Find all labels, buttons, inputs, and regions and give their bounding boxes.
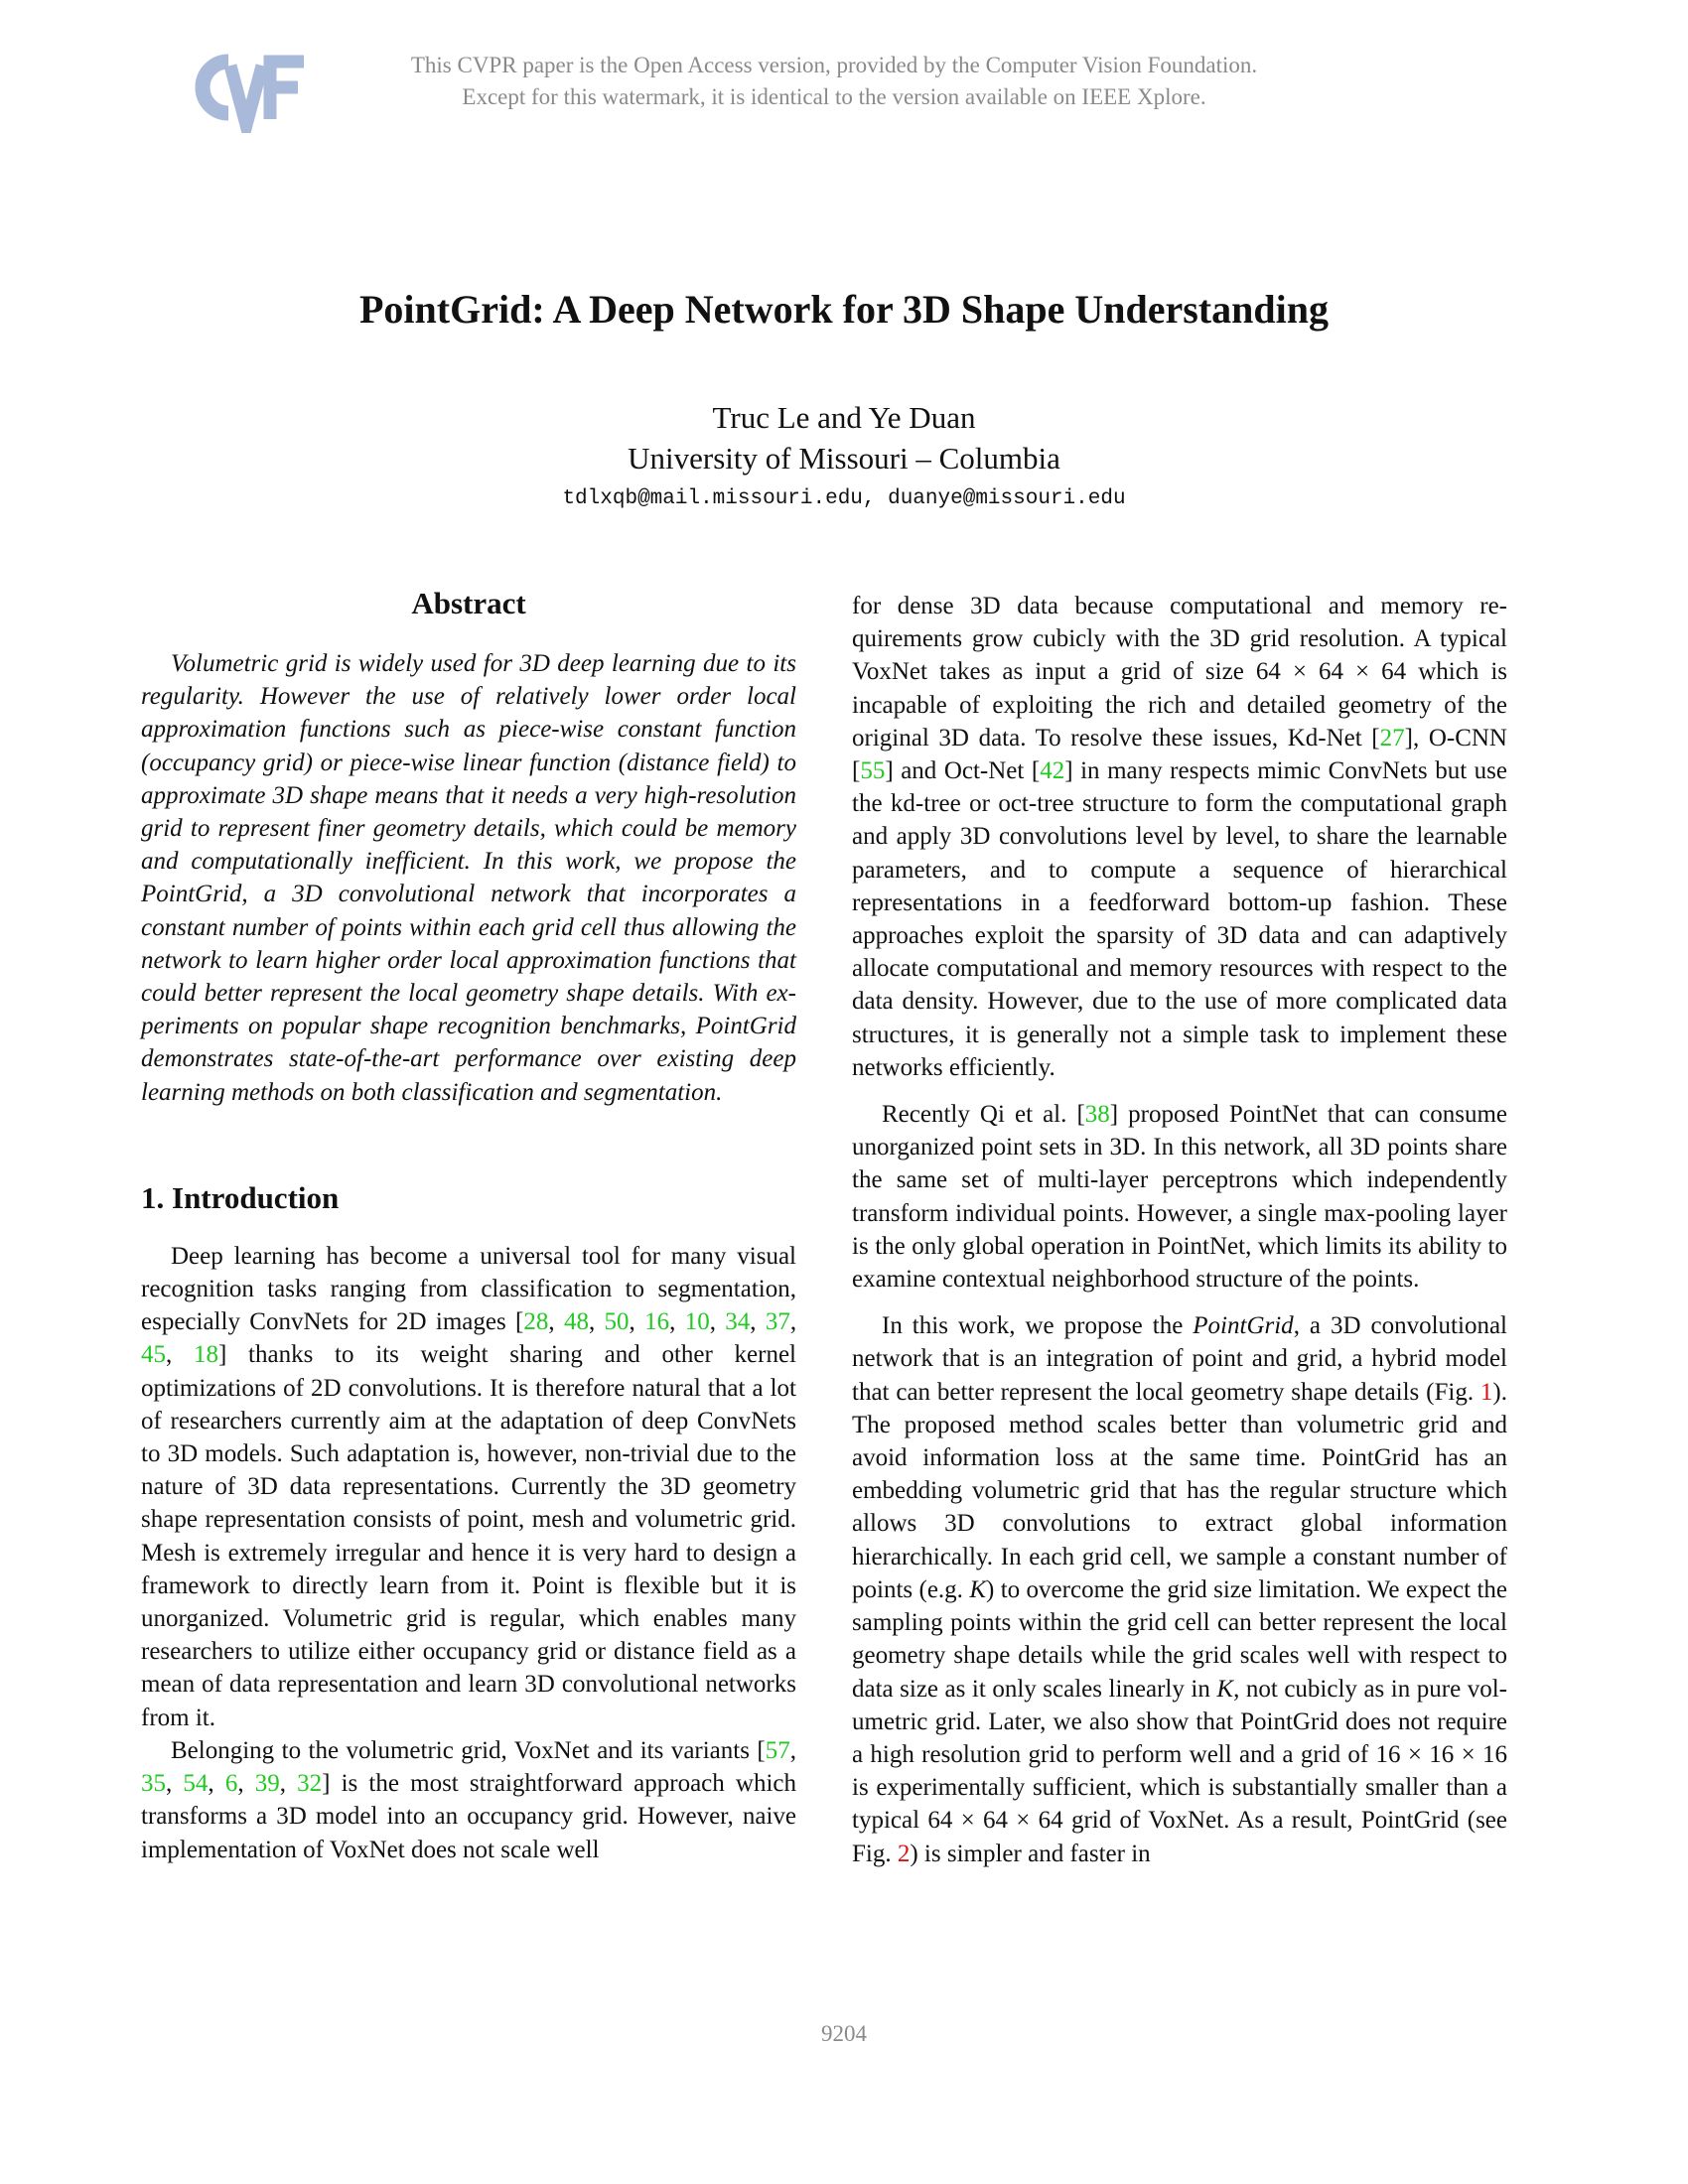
text-run: , a 3D convolutional network that is an integration of point and grid, a hybrid model that can better represent the local geometry shape details (Fig. <box>852 1312 1507 1406</box>
citation-link[interactable]: 18 <box>193 1341 218 1369</box>
text-run: ) is simpler and faster in <box>910 1840 1151 1867</box>
text-run: , <box>166 1341 194 1369</box>
text-run: , <box>588 1308 605 1336</box>
text-run: ] is the most straightforward approach which transforms a 3D model into an occupancy grid. However, naive implementation of VoxNet does not scale well <box>141 1770 797 1863</box>
citation-link[interactable]: 42 <box>1040 757 1065 785</box>
text-run: ] and Oct-Net [ <box>885 757 1041 785</box>
citation-link[interactable]: 50 <box>604 1308 630 1336</box>
citation-link[interactable]: 28 <box>523 1308 549 1336</box>
citation-link[interactable]: 10 <box>684 1308 710 1336</box>
figure-reference-link[interactable]: 2 <box>897 1840 911 1867</box>
text-run: Recently Qi et al. [ <box>882 1101 1085 1129</box>
author-affiliation: University of Missouri – Columbia <box>628 441 1060 476</box>
text-run: In this work, we propose the <box>882 1312 1194 1340</box>
text-run: , <box>166 1770 184 1798</box>
watermark-text <box>338 50 1331 113</box>
text-run: ] thanks to its weight sharing and other kernel optimizations of 2D convolutions. It is therefore natural that a lot of researchers currently aim at the adaptation of deep ConvNets to 3D models. Such adaptation is, however, non-trivial due to the nature of 3D data representations. Currently the 3D geometry shape representation consists of point, mesh and volumetric grid. Mesh is extremely irregular and hence it is very hard to design a framework to directly learn from it. Point is flexible but it is unorganized. Volumetric grid is regular, which enables many researchers to utilize either occupancy grid or distance field as a mean of data representation and learn 3D convolutional networks from it. <box>141 1341 797 1731</box>
text-run: Belonging to the volumetric grid, VoxNet and its variants [ <box>171 1736 766 1764</box>
citation-link[interactable]: 37 <box>765 1308 790 1336</box>
text-run: , <box>279 1770 298 1798</box>
citation-link[interactable]: 34 <box>725 1308 751 1336</box>
text-run: , <box>789 1308 797 1336</box>
citation-link[interactable]: 57 <box>765 1736 790 1764</box>
citation-link[interactable]: 54 <box>183 1770 209 1798</box>
author-emails: tdlxqb@mail.missouri.edu, duanye@missouri.edu <box>562 487 1126 510</box>
paper-title: PointGrid: A Deep Network for 3D Shape Understanding <box>359 287 1329 332</box>
citation-link[interactable]: 32 <box>297 1770 323 1798</box>
text-run: Deep learning has become a universal tool for many visual recognition tasks ranging from classification to segmentation, especially ConvNets for 2D images [ <box>141 1242 796 1336</box>
abstract-heading: Abstract <box>411 586 526 620</box>
math-variable: K <box>969 1575 987 1603</box>
abstract-text: Volumetric grid is widely used for 3D deep learning due to its regularity. However the use of relatively lower order local approximation functions such as piece-wise constant function (occupancy grid) or piece-wise linear function (distance field) to approximate 3D shape means that it needs a very high-resolution grid to represent finer geometry details, which could be memory and computationally inefficient. In this work, we propose the PointGrid, a 3D convolutional network that incorporates a constant number of points within each grid cell thus allowing the network to learn higher order local approximation functions that could better represent the local geometry shape details. With experiments on popular shape recognition benchmarks, PointGrid demonstrates state-of-the-art performance over existing deep learning methods on both classification and segmentation. <box>141 650 796 1106</box>
cvf-watermark <box>0 44 1688 133</box>
text-run: ], O-CNN [ <box>852 724 1507 785</box>
figure-reference-link[interactable]: 1 <box>1479 1378 1493 1406</box>
math-variable: K <box>1216 1675 1234 1703</box>
cvf-logo-icon <box>185 48 308 133</box>
text-run: , <box>237 1770 255 1798</box>
text-run: ] proposed PointNet that can consume unorganized point sets in 3D. In this network, all 3D points share the same set of multi-layer perceptrons which independently transform individual points. However, a single max-pooling layer is the only global operation in PointNet, which limits its ability to examine contextual neighborhood structure of the points. <box>852 1101 1507 1294</box>
text-run: , <box>548 1308 564 1336</box>
citation-link[interactable]: 27 <box>1379 724 1405 751</box>
author-names: Truc Le and Ye Duan <box>712 400 976 435</box>
watermark-line-2: Except for this watermark, it is identical to the version available on IEEE Xplore. <box>462 84 1206 109</box>
text-run: , <box>208 1770 225 1798</box>
right-column <box>852 590 1507 1870</box>
section-heading-introduction: 1. Introduction <box>141 1179 340 1215</box>
right-paragraph-3 <box>852 1309 1507 1869</box>
text-run: ) to overcome the grid size limitation. We expect the sampling points within the grid cell can better represent the local geometry shape details while the grid scales well with respect to data size as it only scales linearly in <box>852 1575 1507 1703</box>
text-run: ). The proposed method scales better than volumetric grid and avoid information loss at the same time. PointGrid has an embedding volumetric grid that has the regular structure which allows 3D convolutions to extract global information hierarchically. In each grid cell, we sample a constant number of points (e.g. <box>852 1378 1507 1603</box>
text-run: , <box>789 1736 796 1764</box>
citation-link[interactable]: 48 <box>563 1308 589 1336</box>
text-run: , <box>669 1308 685 1336</box>
text-run: , <box>629 1308 645 1336</box>
text-run: , not cubicly as in pure volumetric grid. Later, we also show that PointGrid does not require a high resolution grid to perform well and a grid of 16 × 16 × 16 is experimentally sufficient, which is substantially smaller than a typical 64 × 64 × 64 grid of VoxNet. As a result, PointGrid (see Fig. <box>852 1675 1507 1867</box>
citation-link[interactable]: 45 <box>141 1341 166 1369</box>
watermark-line-1: This CVPR paper is the Open Access version, provided by the Computer Vision Foundation. <box>410 53 1258 77</box>
text-run: , <box>709 1308 726 1336</box>
citation-link[interactable]: 35 <box>141 1770 166 1798</box>
intro-paragraph-1 <box>141 1240 796 1734</box>
citation-link[interactable]: 16 <box>644 1308 670 1336</box>
citation-link[interactable]: 55 <box>860 757 886 785</box>
author-block <box>0 397 1688 516</box>
citation-link[interactable]: 38 <box>1084 1101 1110 1129</box>
citation-link[interactable]: 6 <box>224 1770 238 1798</box>
right-paragraph-1 <box>852 590 1507 1084</box>
method-name-emphasis: PointGrid <box>1193 1312 1294 1340</box>
citation-link[interactable]: 39 <box>254 1770 280 1798</box>
text-run: ] in many respects mimic ConvNets but use the kd-tree or oct-tree structure to form the computational graph and apply 3D convolutions level by level, to share the learnable parameters, and to compute a sequence of hierarchical representations in a feedforward bottom-up fashion. These approaches exploit the sparsity of 3D data and can adaptively allocate computational and memory resources with respect to the data density. However, due to the use of more complicated data structures, it is generally not a simple task to implement these networks efficiently. <box>852 757 1508 1081</box>
text-run: for dense 3D data because computational and memory requirements grow cubicly with the 3D grid resolution. A typical VoxNet takes as input a grid of size 64 × 64 × 64 which is incapable of exploiting the rich and detailed geometry of the original 3D data. To resolve these issues, Kd-Net [ <box>852 593 1507 751</box>
left-column <box>141 584 796 1866</box>
text-run: , <box>750 1308 766 1336</box>
intro-paragraph-2 <box>141 1734 796 1866</box>
page-number: 9204 <box>821 2021 867 2046</box>
right-paragraph-2 <box>852 1098 1507 1296</box>
